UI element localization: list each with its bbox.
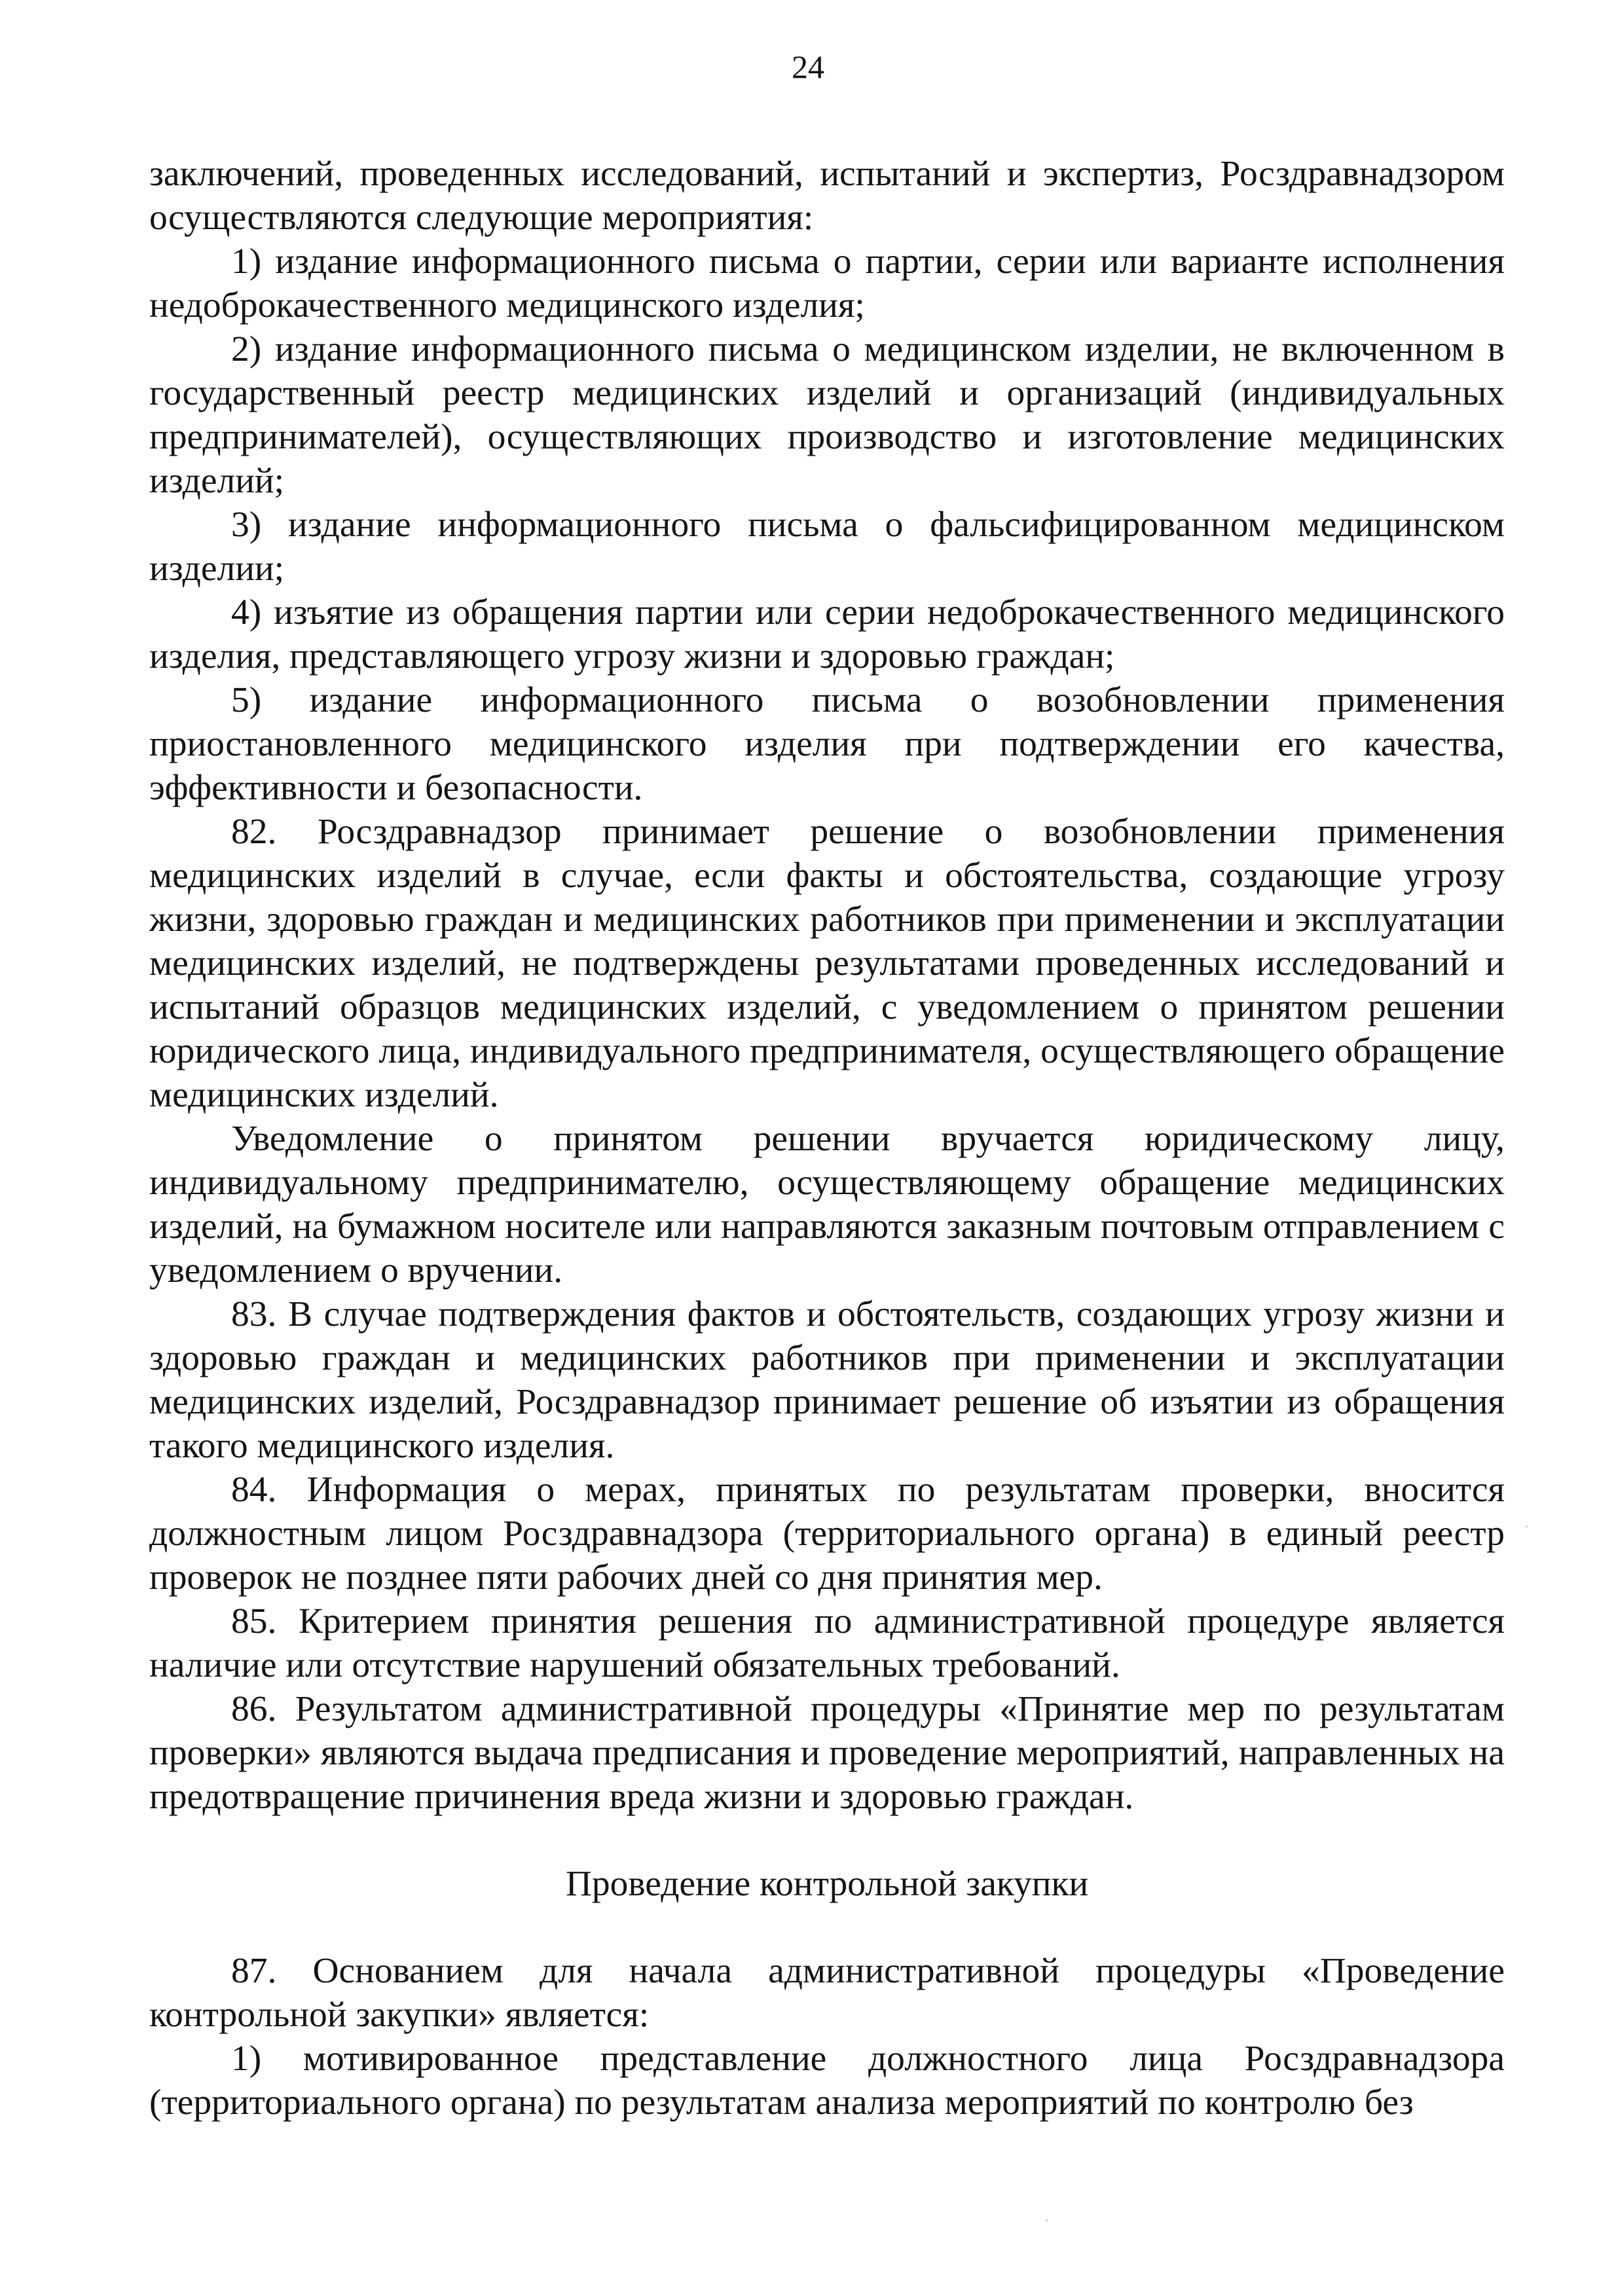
clause-87-item-1: 1) мотивированное представление должностного лица Росздравнадзора (территориального органа) по результатам анализа мероприятий по контролю без [149, 2039, 1505, 2123]
list-item-5: 5) издание информационного письма о возобновлении применения приостановленного медицинского изделия при подтверждении его качества, эффективности и безопасности. [149, 680, 1505, 808]
paragraph-continuation: заключений, проведенных исследований, испытаний и экспертиз, Росздравнадзором осуществляются следующие мероприятия: [149, 154, 1505, 238]
section-heading: Проведение контрольной закупки [565, 1864, 1089, 1904]
list-item-2: 2) издание информационного письма о медицинском изделии, не включенном в государственный реестр медицинских изделий и организаций (индивидуальных предпринимателей), осуществляющих производство и изготовление медицинских изделий; [149, 329, 1505, 501]
document-body [149, 152, 1505, 2124]
list-item-3: 3) издание информационного письма о фальсифицированном медицинском изделии; [149, 505, 1505, 589]
clause-84: 84. Информация о мерах, принятых по результатам проверки, вносится должностным лицом Росздравнадзора (территориального органа) в единый реестр проверок не позднее пяти рабочих дней со дня принятия мер. [149, 1470, 1505, 1597]
scan-speck [1046, 2219, 1048, 2221]
clause-82: 82. Росздравнадзор принимает решение о возобновлении применения медицинских изделий в случае, если факты и обстоятельства, создающие угрозу жизни, здоровью граждан и медицинских работников при применении и эксплуатации медицинских изделий, не подтверждены результатами проведенных исследований и испытаний образцов медицинских изделий, с уведомлением о принятом решении юридического лица, индивидуального предпринимателя, осуществляющего обращение медицинских изделий. [149, 812, 1505, 1115]
clause-85: 85. Критерием принятия решения по административной процедуре является наличие или отсутствие нарушений обязательных требований. [149, 1601, 1505, 1685]
clause-87: 87. Основанием для начала административной процедуры «Проведение контрольной закупки» является: [149, 1951, 1505, 2035]
list-item-4: 4) изъятие из обращения партии или серии недоброкачественного медицинского изделия, представляющего угрозу жизни и здоровью граждан; [149, 592, 1505, 676]
clause-86: 86. Результатом административной процедуры «Принятие мер по результатам проверки» являются выдача предписания и проведение мероприятий, направленных на предотвращение причинения вреда жизни и здоровью граждан. [149, 1689, 1505, 1817]
clause-82-notice: Уведомление о принятом решении вручается юридическому лицу, индивидуальному предпринимателю, осуществляющему обращение медицинских изделий, на бумажном носителе или направляются заказным почтовым отправлением с уведомлением о вручении. [149, 1119, 1505, 1290]
scan-speck [1526, 1525, 1528, 1527]
clause-83: 83. В случае подтверждения фактов и обстоятельств, создающих угрозу жизни и здоровью граждан и медицинских работников при применении и эксплуатации медицинских изделий, Росздравнадзор принимает решение об изъятии из обращения такого медицинского изделия. [149, 1294, 1505, 1466]
list-item-1: 1) издание информационного письма о партии, серии или варианте исполнения недоброкачественного медицинского изделия; [149, 242, 1505, 325]
page-number: 24 [792, 48, 824, 85]
